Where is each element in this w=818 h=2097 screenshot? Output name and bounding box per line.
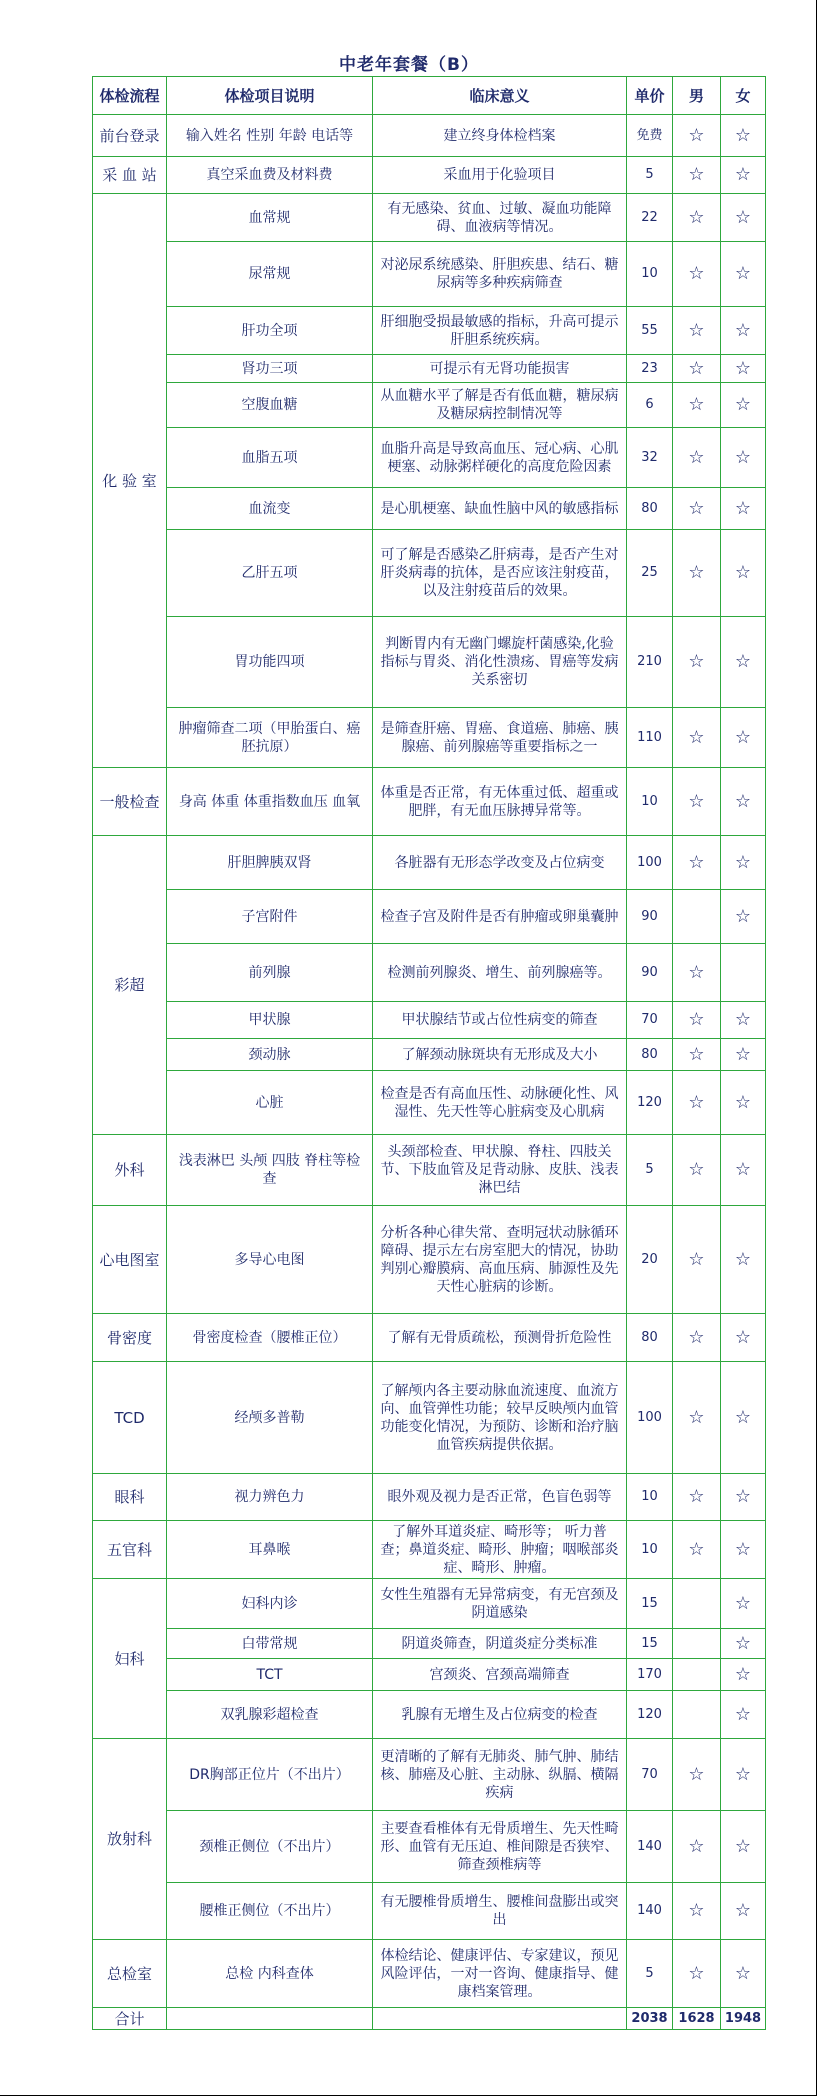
table-row bbox=[93, 355, 766, 383]
table-row bbox=[93, 115, 766, 157]
category-cell: 妇科 bbox=[93, 1579, 167, 1739]
meaning-cell: 血脂升高是导致高血压、冠心病、心肌梗塞、动脉粥样硬化的高度危险因素 bbox=[373, 428, 627, 488]
meaning-cell: 从血糖水平了解是否有低血糖，糖尿病及糖尿病控制情况等 bbox=[373, 383, 627, 428]
price-cell: 23 bbox=[627, 355, 673, 383]
category-cell: 总检室 bbox=[93, 1940, 167, 2008]
price-cell: 6 bbox=[627, 383, 673, 428]
item-cell: 腰椎正侧位（不出片） bbox=[167, 1883, 373, 1940]
item-cell: 浅表淋巴 头颅 四肢 脊柱等检查 bbox=[167, 1135, 373, 1206]
male-mark: ☆ bbox=[673, 355, 721, 383]
item-cell: 空腹血糖 bbox=[167, 383, 373, 428]
table-row bbox=[93, 836, 766, 890]
price-cell: 55 bbox=[627, 307, 673, 355]
table-row bbox=[93, 1659, 766, 1691]
female-mark: ☆ bbox=[721, 1039, 766, 1071]
male-mark: ☆ bbox=[673, 1362, 721, 1474]
female-mark: ☆ bbox=[721, 836, 766, 890]
item-cell: 甲状腺 bbox=[167, 1002, 373, 1039]
male-mark: ☆ bbox=[673, 1002, 721, 1039]
male-mark: ☆ bbox=[673, 1739, 721, 1811]
female-mark: ☆ bbox=[721, 1739, 766, 1811]
male-mark bbox=[673, 1691, 721, 1739]
item-cell: 子宫附件 bbox=[167, 890, 373, 944]
item-cell: 双乳腺彩超检查 bbox=[167, 1691, 373, 1739]
female-mark: ☆ bbox=[721, 1579, 766, 1629]
price-cell: 120 bbox=[627, 1691, 673, 1739]
meaning-cell: 判断胃内有无幽门螺旋杆菌感染,化验指标与胃炎、消化性溃疡、胃癌等发病关系密切 bbox=[373, 617, 627, 708]
female-mark: ☆ bbox=[721, 1629, 766, 1659]
price-cell: 140 bbox=[627, 1883, 673, 1940]
male-mark: ☆ bbox=[673, 383, 721, 428]
category-cell: 彩超 bbox=[93, 836, 167, 1135]
item-cell: 白带常规 bbox=[167, 1629, 373, 1659]
male-mark: ☆ bbox=[673, 1071, 721, 1135]
item-cell: 颈动脉 bbox=[167, 1039, 373, 1071]
item-cell: 身高 体重 体重指数血压 血氧 bbox=[167, 768, 373, 836]
price-cell: 10 bbox=[627, 768, 673, 836]
female-mark: ☆ bbox=[721, 1206, 766, 1314]
male-mark: ☆ bbox=[673, 530, 721, 617]
category-cell: 放射科 bbox=[93, 1739, 167, 1940]
table-row bbox=[93, 1362, 766, 1474]
meaning-cell: 分析各种心律失常、查明冠状动脉循环障碍、提示左右房室肥大的情况，协助判别心瓣膜病、高血压病、肺源性及先天性心脏病的诊断。 bbox=[373, 1206, 627, 1314]
female-mark: ☆ bbox=[721, 115, 766, 157]
meaning-cell: 建立终身体检档案 bbox=[373, 115, 627, 157]
table-row bbox=[93, 383, 766, 428]
female-mark: ☆ bbox=[721, 890, 766, 944]
male-mark bbox=[673, 890, 721, 944]
meaning-cell: 肝细胞受损最敏感的指标，升高可提示肝胆系统疾病。 bbox=[373, 307, 627, 355]
table-row bbox=[93, 1135, 766, 1206]
meaning-cell: 可了解是否感染乙肝病毒，是否产生对肝炎病毒的抗体，是否应该注射疫苗，以及注射疫苗后的效果。 bbox=[373, 530, 627, 617]
female-mark bbox=[721, 944, 766, 1002]
category-cell: TCD bbox=[93, 1362, 167, 1474]
male-mark: ☆ bbox=[673, 944, 721, 1002]
table-row bbox=[93, 1474, 766, 1521]
page-title: 中老年套餐（B） bbox=[339, 55, 479, 75]
price-cell: 140 bbox=[627, 1811, 673, 1883]
male-mark: ☆ bbox=[673, 708, 721, 768]
item-cell: 前列腺 bbox=[167, 944, 373, 1002]
price-cell: 25 bbox=[627, 530, 673, 617]
category-cell: 采 血 站 bbox=[93, 157, 167, 194]
price-cell: 5 bbox=[627, 1940, 673, 2008]
item-cell: 心脏 bbox=[167, 1071, 373, 1135]
male-mark: ☆ bbox=[673, 1811, 721, 1883]
table-row bbox=[93, 1521, 766, 1579]
item-cell: 视力辨色力 bbox=[167, 1474, 373, 1521]
meaning-cell: 头颈部检查、甲状腺、脊柱、四肢关节、下肢血管及足背动脉、皮肤、浅表淋巴结 bbox=[373, 1135, 627, 1206]
table-row bbox=[93, 708, 766, 768]
male-mark bbox=[673, 1579, 721, 1629]
item-cell: 经颅多普勒 bbox=[167, 1362, 373, 1474]
price-cell: 10 bbox=[627, 1474, 673, 1521]
price-cell: 100 bbox=[627, 836, 673, 890]
total-female: 1948 bbox=[721, 2008, 766, 2030]
meaning-cell bbox=[373, 2008, 627, 2030]
female-mark: ☆ bbox=[721, 1811, 766, 1883]
meaning-cell: 了解颈动脉斑块有无形成及大小 bbox=[373, 1039, 627, 1071]
male-mark: ☆ bbox=[673, 157, 721, 194]
category-cell: 五官科 bbox=[93, 1521, 167, 1579]
female-mark: ☆ bbox=[721, 157, 766, 194]
meaning-cell: 宫颈炎、宫颈高端筛查 bbox=[373, 1659, 627, 1691]
male-mark: ☆ bbox=[673, 1883, 721, 1940]
header-item: 体检项目说明 bbox=[167, 77, 373, 115]
male-mark: ☆ bbox=[673, 307, 721, 355]
meaning-cell: 是筛查肝癌、胃癌、食道癌、肺癌、胰腺癌、前列腺癌等重要指标之一 bbox=[373, 708, 627, 768]
table-row bbox=[93, 530, 766, 617]
price-cell: 10 bbox=[627, 1521, 673, 1579]
female-mark: ☆ bbox=[721, 1691, 766, 1739]
meaning-cell: 有无感染、贫血、过敏、凝血功能障碍、血液病等情况。 bbox=[373, 194, 627, 242]
category-cell: 眼科 bbox=[93, 1474, 167, 1521]
category-cell: 骨密度 bbox=[93, 1314, 167, 1362]
header-price: 单价 bbox=[627, 77, 673, 115]
table-row bbox=[93, 307, 766, 355]
male-mark: ☆ bbox=[673, 1314, 721, 1362]
table-row bbox=[93, 428, 766, 488]
meaning-cell: 了解外耳道炎症、畸形等； 听力普查；鼻道炎症、畸形、肿瘤；咽喉部炎症、畸形、肿瘤。 bbox=[373, 1521, 627, 1579]
male-mark: ☆ bbox=[673, 1135, 721, 1206]
meaning-cell: 体重是否正常，有无体重过低、超重或肥胖，有无血压脉搏异常等。 bbox=[373, 768, 627, 836]
price-cell: 32 bbox=[627, 428, 673, 488]
item-cell: 血脂五项 bbox=[167, 428, 373, 488]
price-cell: 15 bbox=[627, 1579, 673, 1629]
female-mark: ☆ bbox=[721, 1314, 766, 1362]
male-mark: ☆ bbox=[673, 1039, 721, 1071]
meaning-cell: 是心肌梗塞、缺血性脑中风的敏感指标 bbox=[373, 488, 627, 530]
category-cell: 化 验 室 bbox=[93, 194, 167, 768]
category-cell: 一般检查 bbox=[93, 768, 167, 836]
table-row bbox=[93, 1206, 766, 1314]
item-cell: 总检 内科查体 bbox=[167, 1940, 373, 2008]
female-mark: ☆ bbox=[721, 1521, 766, 1579]
table-row bbox=[93, 1002, 766, 1039]
item-cell: 输入姓名 性别 年龄 电话等 bbox=[167, 115, 373, 157]
table-row bbox=[93, 194, 766, 242]
male-mark: ☆ bbox=[673, 1474, 721, 1521]
female-mark: ☆ bbox=[721, 708, 766, 768]
total-label: 合计 bbox=[93, 2008, 167, 2030]
header-male: 男 bbox=[673, 77, 721, 115]
price-cell: 170 bbox=[627, 1659, 673, 1691]
female-mark: ☆ bbox=[721, 488, 766, 530]
meaning-cell: 采血用于化验项目 bbox=[373, 157, 627, 194]
female-mark: ☆ bbox=[721, 617, 766, 708]
table-row bbox=[93, 1039, 766, 1071]
male-mark: ☆ bbox=[673, 1940, 721, 2008]
header-row bbox=[93, 77, 766, 115]
item-cell: 乙肝五项 bbox=[167, 530, 373, 617]
price-cell: 100 bbox=[627, 1362, 673, 1474]
price-cell: 90 bbox=[627, 944, 673, 1002]
meaning-cell: 各脏器有无形态学改变及占位病变 bbox=[373, 836, 627, 890]
table-row bbox=[93, 768, 766, 836]
price-cell: 5 bbox=[627, 157, 673, 194]
price-cell: 20 bbox=[627, 1206, 673, 1314]
price-cell: 70 bbox=[627, 1002, 673, 1039]
header-female: 女 bbox=[721, 77, 766, 115]
meaning-cell: 阴道炎筛查，阴道炎症分类标准 bbox=[373, 1629, 627, 1659]
item-cell: 血常规 bbox=[167, 194, 373, 242]
meaning-cell: 检测前列腺炎、增生、前列腺癌等。 bbox=[373, 944, 627, 1002]
female-mark: ☆ bbox=[721, 1071, 766, 1135]
item-cell: 肝胆脾胰双肾 bbox=[167, 836, 373, 890]
price-cell: 80 bbox=[627, 1039, 673, 1071]
meaning-cell: 有无腰椎骨质增生、腰椎间盘膨出或突出 bbox=[373, 1883, 627, 1940]
meaning-cell: 乳腺有无增生及占位病变的检查 bbox=[373, 1691, 627, 1739]
item-cell: 尿常规 bbox=[167, 242, 373, 307]
meaning-cell: 可提示有无肾功能损害 bbox=[373, 355, 627, 383]
item-cell: 颈椎正侧位（不出片） bbox=[167, 1811, 373, 1883]
male-mark: ☆ bbox=[673, 836, 721, 890]
table-row bbox=[93, 1691, 766, 1739]
male-mark: ☆ bbox=[673, 1521, 721, 1579]
meaning-cell: 对泌尿系统感染、肝胆疾患、结石、糖尿病等多种疾病筛查 bbox=[373, 242, 627, 307]
table-row bbox=[93, 617, 766, 708]
male-mark: ☆ bbox=[673, 768, 721, 836]
price-cell: 免费 bbox=[627, 115, 673, 157]
table-row bbox=[93, 1739, 766, 1811]
meaning-cell: 体检结论、健康评估、专家建议，预见风险评估，一对一咨询、健康指导、健康档案管理。 bbox=[373, 1940, 627, 2008]
male-mark: ☆ bbox=[673, 428, 721, 488]
female-mark: ☆ bbox=[721, 1135, 766, 1206]
male-mark: ☆ bbox=[673, 242, 721, 307]
female-mark: ☆ bbox=[721, 1659, 766, 1691]
item-cell: 肾功三项 bbox=[167, 355, 373, 383]
price-cell: 80 bbox=[627, 488, 673, 530]
category-cell: 前台登录 bbox=[93, 115, 167, 157]
price-cell: 80 bbox=[627, 1314, 673, 1362]
table-row bbox=[93, 1579, 766, 1629]
total-row bbox=[93, 2008, 766, 2030]
meaning-cell: 了解有无骨质疏松，预测骨折危险性 bbox=[373, 1314, 627, 1362]
package-table bbox=[92, 76, 766, 2030]
item-cell: 胃功能四项 bbox=[167, 617, 373, 708]
table-row bbox=[93, 1629, 766, 1659]
female-mark: ☆ bbox=[721, 768, 766, 836]
item-cell: 血流变 bbox=[167, 488, 373, 530]
category-cell: 心电图室 bbox=[93, 1206, 167, 1314]
meaning-cell: 主要查看椎体有无骨质增生、先天性畸形、血管有无压迫、椎间隙是否狭窄、筛查颈椎病等 bbox=[373, 1811, 627, 1883]
female-mark: ☆ bbox=[721, 428, 766, 488]
header-meaning: 临床意义 bbox=[373, 77, 627, 115]
female-mark: ☆ bbox=[721, 355, 766, 383]
male-mark: ☆ bbox=[673, 115, 721, 157]
item-cell: TCT bbox=[167, 1659, 373, 1691]
female-mark: ☆ bbox=[721, 1002, 766, 1039]
item-cell: 肝功全项 bbox=[167, 307, 373, 355]
item-cell: 耳鼻喉 bbox=[167, 1521, 373, 1579]
meaning-cell: 检查是否有高血压性、动脉硬化性、风湿性、先天性等心脏病变及心肌病 bbox=[373, 1071, 627, 1135]
male-mark: ☆ bbox=[673, 194, 721, 242]
table-row bbox=[93, 157, 766, 194]
meaning-cell: 甲状腺结节或占位性病变的筛查 bbox=[373, 1002, 627, 1039]
table-row bbox=[93, 890, 766, 944]
meaning-cell: 女性生殖器有无异常病变，有无宫颈及阴道感染 bbox=[373, 1579, 627, 1629]
table-row bbox=[93, 1940, 766, 2008]
table-row bbox=[93, 488, 766, 530]
item-cell: 肿瘤筛查二项（甲胎蛋白、癌胚抗原） bbox=[167, 708, 373, 768]
price-cell: 22 bbox=[627, 194, 673, 242]
table-row bbox=[93, 1811, 766, 1883]
male-mark: ☆ bbox=[673, 1206, 721, 1314]
price-cell: 120 bbox=[627, 1071, 673, 1135]
male-mark bbox=[673, 1629, 721, 1659]
price-cell: 10 bbox=[627, 242, 673, 307]
meaning-cell: 了解颅内各主要动脉血流速度、血流方向、血管弹性功能；较早反映颅内血管功能变化情况，为预防、诊断和治疗脑血管疾病提供依据。 bbox=[373, 1362, 627, 1474]
table-row bbox=[93, 944, 766, 1002]
item-cell: 骨密度检查（腰椎正位） bbox=[167, 1314, 373, 1362]
male-mark: ☆ bbox=[673, 617, 721, 708]
price-cell: 15 bbox=[627, 1629, 673, 1659]
total-price: 2038 bbox=[627, 2008, 673, 2030]
meaning-cell: 眼外观及视力是否正常，色盲色弱等 bbox=[373, 1474, 627, 1521]
female-mark: ☆ bbox=[721, 194, 766, 242]
item-cell bbox=[167, 2008, 373, 2030]
male-mark bbox=[673, 1659, 721, 1691]
price-cell: 210 bbox=[627, 617, 673, 708]
female-mark: ☆ bbox=[721, 1362, 766, 1474]
item-cell: 真空采血费及材料费 bbox=[167, 157, 373, 194]
price-cell: 110 bbox=[627, 708, 673, 768]
table-row bbox=[93, 1314, 766, 1362]
meaning-cell: 更清晰的了解有无肺炎、肺气肿、肺结核、肺癌及心脏、主动脉、纵膈、横隔疾病 bbox=[373, 1739, 627, 1811]
table-row bbox=[93, 1071, 766, 1135]
item-cell: DR胸部正位片（不出片） bbox=[167, 1739, 373, 1811]
item-cell: 妇科内诊 bbox=[167, 1579, 373, 1629]
price-cell: 5 bbox=[627, 1135, 673, 1206]
female-mark: ☆ bbox=[721, 1940, 766, 2008]
category-cell: 外科 bbox=[93, 1135, 167, 1206]
header-process: 体检流程 bbox=[93, 77, 167, 115]
item-cell: 多导心电图 bbox=[167, 1206, 373, 1314]
price-cell: 70 bbox=[627, 1739, 673, 1811]
male-mark: ☆ bbox=[673, 488, 721, 530]
female-mark: ☆ bbox=[721, 307, 766, 355]
female-mark: ☆ bbox=[721, 1883, 766, 1940]
female-mark: ☆ bbox=[721, 1474, 766, 1521]
female-mark: ☆ bbox=[721, 530, 766, 617]
table-row bbox=[93, 1883, 766, 1940]
total-male: 1628 bbox=[673, 2008, 721, 2030]
meaning-cell: 检查子宫及附件是否有肿瘤或卵巢囊肿 bbox=[373, 890, 627, 944]
female-mark: ☆ bbox=[721, 242, 766, 307]
female-mark: ☆ bbox=[721, 383, 766, 428]
price-cell: 90 bbox=[627, 890, 673, 944]
table-row bbox=[93, 242, 766, 307]
